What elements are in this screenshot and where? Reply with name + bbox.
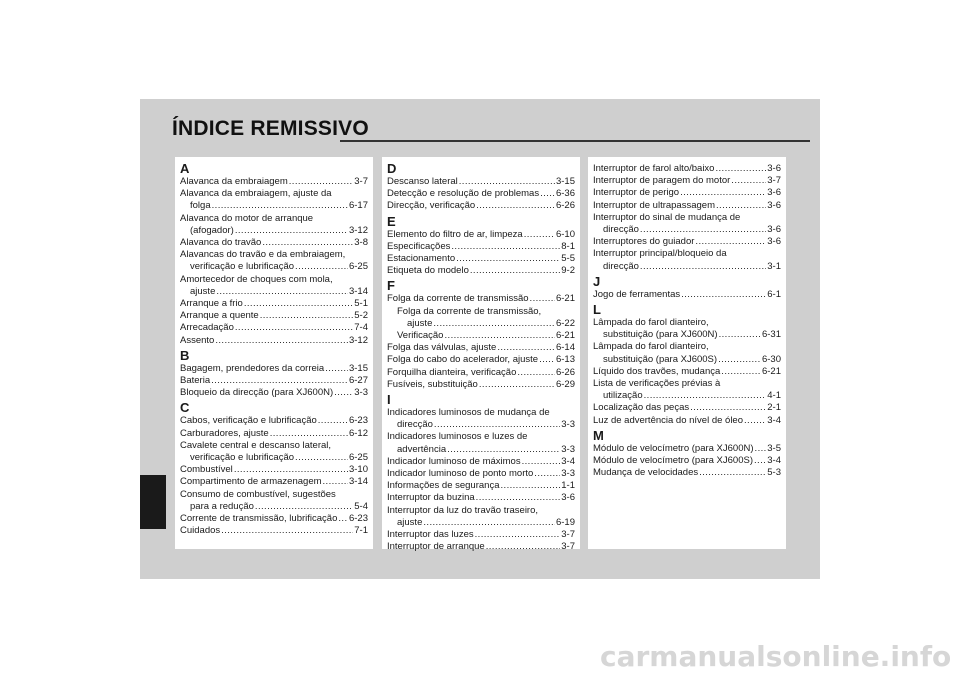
index-entry-text: Interruptor de arranque — [387, 541, 485, 553]
leader-dots — [640, 224, 766, 236]
index-entry — [180, 387, 368, 399]
index-entry — [387, 241, 575, 253]
index-entry-text: Alavanca do motor de arranque — [180, 212, 314, 224]
index-page-number: 6-21 — [555, 293, 575, 305]
index-entry — [593, 455, 781, 467]
index-entry-text: Interruptor das luzes — [387, 529, 474, 541]
index-letter-heading: A — [180, 161, 190, 176]
index-entry-text: folga — [190, 200, 211, 212]
leader-dots — [475, 529, 561, 541]
index-letter-heading: F — [387, 278, 395, 294]
index-entry-text: ajuste — [397, 516, 423, 528]
index-page-number: 3-4 — [561, 455, 575, 467]
leader-dots — [476, 492, 561, 504]
leader-dots — [334, 387, 353, 399]
leader-dots — [690, 402, 766, 414]
index-entry — [593, 366, 781, 378]
index-page-number: 6-23 — [348, 415, 368, 427]
index-page-number: 6-12 — [348, 427, 368, 439]
index-entry — [387, 293, 575, 305]
leader-dots — [289, 176, 354, 188]
index-entry-text: verificação e lubrificação — [190, 452, 295, 464]
index-entry — [180, 476, 368, 488]
index-entry-text: Alavanca da embraiagem — [180, 176, 288, 187]
index-entry-text: Localização das peças — [593, 402, 690, 414]
index-entry-text: ajuste — [407, 317, 433, 329]
index-entry-text: Folga das válvulas, ajuste — [387, 342, 497, 354]
index-entry-text: Módulo de velocímetro (para XJ600S) — [593, 455, 753, 467]
index-letter-heading: I — [387, 392, 391, 408]
leader-dots — [500, 480, 560, 492]
index-page-number: 6-19 — [555, 516, 575, 528]
leader-dots — [318, 415, 348, 427]
index-page-number: 3-14 — [348, 476, 368, 488]
index-letter-heading: E — [387, 213, 396, 229]
index-page-number: 6-26 — [555, 366, 575, 378]
index-entry-text: Bloqueio da direcção (para XJ600N) — [180, 387, 334, 399]
index-entry-text: Luz de advertência do nível de óleo — [593, 414, 743, 426]
index-entry — [180, 415, 368, 427]
leader-dots — [234, 464, 348, 476]
index-page-number: 3-3 — [561, 443, 575, 455]
index-page-number: 3-10 — [348, 464, 368, 476]
index-page-number: 5-2 — [354, 310, 368, 322]
leader-dots — [479, 379, 555, 391]
leader-dots — [680, 187, 766, 199]
index-entry-text: Etiqueta do modelo — [387, 265, 469, 277]
index-page-number: 1-1 — [561, 480, 575, 492]
index-entry — [180, 237, 368, 249]
index-entry-text: Indicador luminoso de ponto morto — [387, 468, 534, 480]
index-page-number: 3-4 — [767, 414, 781, 426]
leader-dots — [444, 330, 555, 342]
index-entry — [387, 330, 575, 342]
index-entry-text: Interruptores do guiador — [593, 236, 695, 248]
index-letter-heading: D — [387, 161, 397, 176]
index-entry-text: Alavancas do travão e da embraiagem, — [180, 249, 346, 261]
index-page-number: 3-3 — [561, 468, 575, 480]
index-page-number: 3-5 — [767, 442, 781, 454]
index-page-number: 6-25 — [348, 261, 368, 273]
index-page-number: 9-2 — [561, 265, 575, 277]
index-entry — [387, 444, 575, 456]
index-letter-heading: C — [180, 400, 190, 416]
index-entry — [387, 265, 575, 277]
index-entry-text: ajuste — [190, 285, 216, 297]
index-page-number: 6-10 — [555, 228, 575, 240]
index-page-number: 6-17 — [348, 200, 368, 212]
index-entry-text: Interruptor de paragem do motor — [593, 175, 731, 187]
index-entry — [593, 467, 781, 479]
index-column-3 — [588, 157, 786, 549]
leader-dots — [716, 200, 766, 212]
index-entry-text: Lista de verificações prévias à — [593, 378, 721, 390]
leader-dots — [539, 354, 555, 366]
index-page-number: 6-25 — [348, 452, 368, 464]
index-entry — [180, 525, 368, 537]
index-entry-text: Interruptor da luz do travão traseiro, — [387, 504, 539, 516]
index-entry — [180, 298, 368, 310]
index-entry — [593, 175, 781, 187]
leader-dots — [731, 175, 766, 187]
index-page-number: 3-6 — [767, 187, 781, 199]
index-entry-text: Líquido dos travões, mudança — [593, 365, 721, 377]
index-entry — [180, 464, 368, 476]
index-entry — [180, 335, 368, 347]
index-entry-text: Lâmpada do farol dianteiro, — [593, 341, 709, 353]
index-entry-text: Fusíveis, substituição — [387, 378, 478, 390]
index-entry — [593, 390, 781, 402]
leader-dots — [325, 363, 348, 375]
index-entry-text: para a redução — [190, 500, 254, 512]
index-entry-text: Folga da corrente de transmissão — [387, 293, 529, 305]
index-entry-text: Corrente de transmissão, lubrificação — [180, 513, 338, 525]
leader-dots — [212, 200, 348, 212]
index-column-2 — [382, 157, 580, 553]
leader-dots — [211, 375, 348, 387]
index-entry — [593, 200, 781, 212]
leader-dots — [244, 298, 353, 310]
index-entry — [387, 176, 575, 188]
index-entry-text: Verificação — [397, 330, 444, 342]
index-entry-text: Alavanca da embraiagem, ajuste da — [180, 188, 332, 200]
index-page-number: 3-6 — [767, 236, 781, 248]
index-entry-text: Módulo de velocímetro (para XJ600N) — [593, 442, 754, 454]
index-letter-heading: L — [593, 302, 601, 318]
index-page-number: 3-3 — [354, 387, 368, 399]
index-entry — [387, 188, 575, 200]
index-page-number: 5-5 — [561, 253, 575, 265]
index-entry — [593, 187, 781, 199]
index-entry — [387, 229, 575, 241]
index-page-number: 6-31 — [761, 329, 781, 341]
index-page-number: 6-22 — [555, 317, 575, 329]
leader-dots — [755, 443, 767, 455]
index-entry — [387, 480, 575, 492]
index-entry — [387, 517, 575, 529]
index-entry — [387, 354, 575, 366]
index-entry-text: Amortecedor de choques com mola, — [180, 273, 333, 285]
index-entry — [593, 224, 781, 236]
index-entry-text: Detecção e resolução de problemas — [387, 188, 540, 200]
index-entry-text: Indicadores luminosos e luzes de — [387, 431, 528, 443]
index-entry — [387, 200, 575, 212]
index-entry — [387, 253, 575, 265]
index-entry — [593, 261, 781, 273]
leader-dots — [744, 415, 766, 427]
index-entry-text: Elemento do filtro de ar, limpeza — [387, 228, 523, 240]
leader-dots — [447, 444, 560, 456]
manual-page — [140, 99, 820, 579]
index-page-number: 6-13 — [555, 354, 575, 366]
leader-dots — [262, 237, 353, 249]
leader-dots — [235, 322, 353, 334]
index-entry — [387, 492, 575, 504]
index-entry-text: verificação e lubrificação — [190, 261, 295, 273]
index-page-number: 6-23 — [348, 513, 368, 525]
index-entry — [180, 286, 368, 298]
leader-dots — [524, 229, 555, 241]
index-entry-text: Especificações — [387, 240, 451, 252]
chapter-tab — [140, 475, 166, 529]
index-entry-text: Lâmpada do farol dianteiro, — [593, 317, 709, 329]
leader-dots — [522, 456, 561, 468]
leader-dots — [721, 366, 761, 378]
index-page-number: 6-30 — [761, 353, 781, 365]
leader-dots — [517, 367, 555, 379]
leader-dots — [451, 241, 560, 253]
index-page-number: 3-15 — [348, 362, 368, 374]
index-entry-text: Compartimento de armazenagem — [180, 476, 322, 488]
index-entry — [180, 261, 368, 273]
index-entry-text: Interruptor principal/bloqueio da — [593, 248, 727, 260]
index-page-number: 3-6 — [767, 224, 781, 236]
index-letter-heading: B — [180, 347, 190, 363]
index-entry-text: Bateria — [180, 375, 211, 387]
watermark-text: carmanualsonline.info — [600, 640, 952, 673]
index-entry — [180, 310, 368, 322]
index-entry — [180, 322, 368, 334]
index-entry-text: Carburadores, ajuste — [180, 427, 269, 439]
index-entry — [387, 541, 575, 553]
index-entry-text: Jogo de ferramentas — [593, 288, 681, 300]
index-page-number: 6-36 — [555, 188, 575, 200]
index-entry — [180, 501, 368, 513]
index-entry-text: Cabos, verificação e lubrificação — [180, 415, 317, 427]
index-entry-text: substituição (para XJ600S) — [603, 353, 718, 365]
index-entry — [593, 402, 781, 414]
leader-dots — [338, 513, 348, 525]
index-page-number: 3-7 — [561, 541, 575, 553]
index-page-number: 3-6 — [767, 163, 781, 174]
index-page-number: 3-4 — [767, 455, 781, 467]
leader-dots — [434, 419, 560, 431]
leader-dots — [459, 176, 555, 188]
index-page-number: 7-4 — [354, 322, 368, 334]
page-title: ÍNDICE REMISSIVO — [172, 117, 369, 140]
index-entry — [180, 452, 368, 464]
index-entry-text: Assento — [180, 334, 215, 346]
index-page-number: 3-8 — [354, 237, 368, 249]
leader-dots — [323, 476, 348, 488]
leader-dots — [530, 293, 555, 305]
index-entry — [180, 225, 368, 237]
leader-dots — [476, 200, 555, 212]
leader-dots — [486, 541, 561, 553]
index-entry-text: Informações de segurança — [387, 480, 500, 492]
index-entry — [387, 419, 575, 431]
index-page-number: 3-3 — [561, 419, 575, 431]
index-page-number: 6-1 — [767, 288, 781, 300]
leader-dots — [470, 265, 560, 277]
leader-dots — [216, 286, 348, 298]
index-entry-text: (afogador) — [190, 224, 234, 236]
leader-dots — [260, 310, 354, 322]
index-entry — [180, 176, 368, 188]
index-entry-text: Cavalete central e descanso lateral, — [180, 439, 332, 451]
index-entry — [180, 375, 368, 387]
index-page-number: 6-21 — [761, 365, 781, 377]
leader-dots — [681, 289, 766, 301]
index-page-number: 3-7 — [767, 175, 781, 187]
leader-dots — [540, 188, 555, 200]
index-entry-text: Interruptor de perigo — [593, 187, 680, 199]
leader-dots — [754, 455, 766, 467]
index-entry-text: Interruptor do sinal de mudança de — [593, 211, 741, 223]
index-letter-heading: M — [593, 427, 604, 443]
index-page-number: 6-21 — [555, 330, 575, 342]
index-entry-text: Mudança de velocidades — [593, 467, 699, 479]
leader-dots — [255, 501, 353, 513]
index-entry — [387, 318, 575, 330]
index-entry — [180, 428, 368, 440]
index-entry-text: Arranque a frio — [180, 298, 243, 310]
leader-dots — [497, 342, 555, 354]
index-entry-text: Folga do cabo do acelerador, ajuste — [387, 354, 539, 366]
index-page-number: 6-29 — [555, 378, 575, 390]
index-page-number: 4-1 — [767, 390, 781, 402]
index-page-number: 7-1 — [354, 525, 368, 537]
index-page-number: 3-1 — [767, 260, 781, 272]
index-entry — [593, 329, 781, 341]
leader-dots — [715, 163, 766, 175]
index-entry-text: Forquilha dianteira, verificação — [387, 366, 517, 378]
index-entry — [593, 289, 781, 301]
index-entry-text: Bagagem, prendedores da correia — [180, 362, 325, 374]
leader-dots — [295, 452, 348, 464]
index-entry-text: direcção — [603, 224, 639, 236]
index-entry — [387, 342, 575, 354]
index-entry — [387, 456, 575, 468]
index-page-number: 5-1 — [354, 298, 368, 310]
index-entry-text: Indicador luminoso de máximos — [387, 455, 521, 467]
index-page-number: 3-14 — [348, 285, 368, 297]
index-page-number: 2-1 — [767, 402, 781, 414]
leader-dots — [295, 261, 348, 273]
index-entry — [387, 367, 575, 379]
index-entry-text: Interruptor da buzina — [387, 492, 475, 504]
index-entry-text: advertência — [397, 443, 447, 455]
index-entry-text: utilização — [603, 390, 643, 402]
index-page-number: 3-12 — [348, 334, 368, 346]
index-page-number: 6-14 — [555, 342, 575, 354]
leader-dots — [423, 517, 555, 529]
index-entry — [593, 163, 781, 175]
leader-dots — [699, 467, 766, 479]
index-letter-heading: J — [593, 273, 601, 289]
index-entry — [593, 236, 781, 248]
index-entry — [180, 200, 368, 212]
index-entry-text: Descanso lateral — [387, 176, 458, 187]
index-entry — [387, 379, 575, 391]
leader-dots — [456, 253, 560, 265]
index-page-number: 6-27 — [348, 375, 368, 387]
index-page-number: 3-6 — [767, 199, 781, 211]
index-entry-text: Consumo de combustível, sugestões — [180, 488, 336, 500]
index-entry — [593, 415, 781, 427]
leader-dots — [719, 329, 761, 341]
index-entry — [387, 468, 575, 480]
index-entry — [180, 513, 368, 525]
leader-dots — [718, 354, 761, 366]
index-entry — [593, 354, 781, 366]
index-entry-text: direcção — [397, 419, 433, 431]
index-entry-text: direcção — [603, 260, 639, 272]
index-entry-text: substituição (para XJ600N) — [603, 329, 718, 341]
leader-dots — [215, 335, 348, 347]
index-entry-text: Cuidados — [180, 525, 221, 537]
index-entry — [593, 443, 781, 455]
leader-dots — [534, 468, 560, 480]
index-page-number: 3-7 — [561, 529, 575, 541]
index-page-number: 3-7 — [354, 176, 368, 187]
leader-dots — [644, 390, 767, 402]
leader-dots — [433, 318, 555, 330]
index-entry — [180, 363, 368, 375]
index-page-number: 6-26 — [555, 200, 575, 212]
leader-dots — [270, 428, 348, 440]
index-entry-text: Indicadores luminosos de mudança de — [387, 407, 550, 419]
index-entry-text: Combustível — [180, 464, 233, 476]
leader-dots — [640, 261, 766, 273]
index-entry — [387, 529, 575, 541]
leader-dots — [221, 525, 353, 537]
index-entry-text: Arranque a quente — [180, 310, 259, 322]
index-page-number: 5-4 — [354, 500, 368, 512]
title-rule — [340, 140, 810, 142]
index-entry-text: Folga da corrente de transmissão, — [397, 305, 542, 317]
index-entry-text: Direcção, verificação — [387, 200, 476, 212]
index-entry-text: Estacionamento — [387, 253, 456, 265]
index-page-number: 8-1 — [561, 240, 575, 252]
index-entry-text: Interruptor de farol alto/baixo — [593, 163, 715, 174]
index-column-1 — [175, 157, 373, 549]
index-entry-text: Arrecadação — [180, 322, 234, 334]
index-page-number: 3-12 — [348, 224, 368, 236]
index-page-number: 3-15 — [555, 176, 575, 187]
index-entry-text: Interruptor de ultrapassagem — [593, 199, 715, 211]
index-page-number: 3-6 — [561, 492, 575, 504]
leader-dots — [235, 225, 348, 237]
index-page-number: 5-3 — [767, 467, 781, 479]
leader-dots — [695, 236, 766, 248]
index-entry-text: Alavanca do travão — [180, 237, 262, 249]
